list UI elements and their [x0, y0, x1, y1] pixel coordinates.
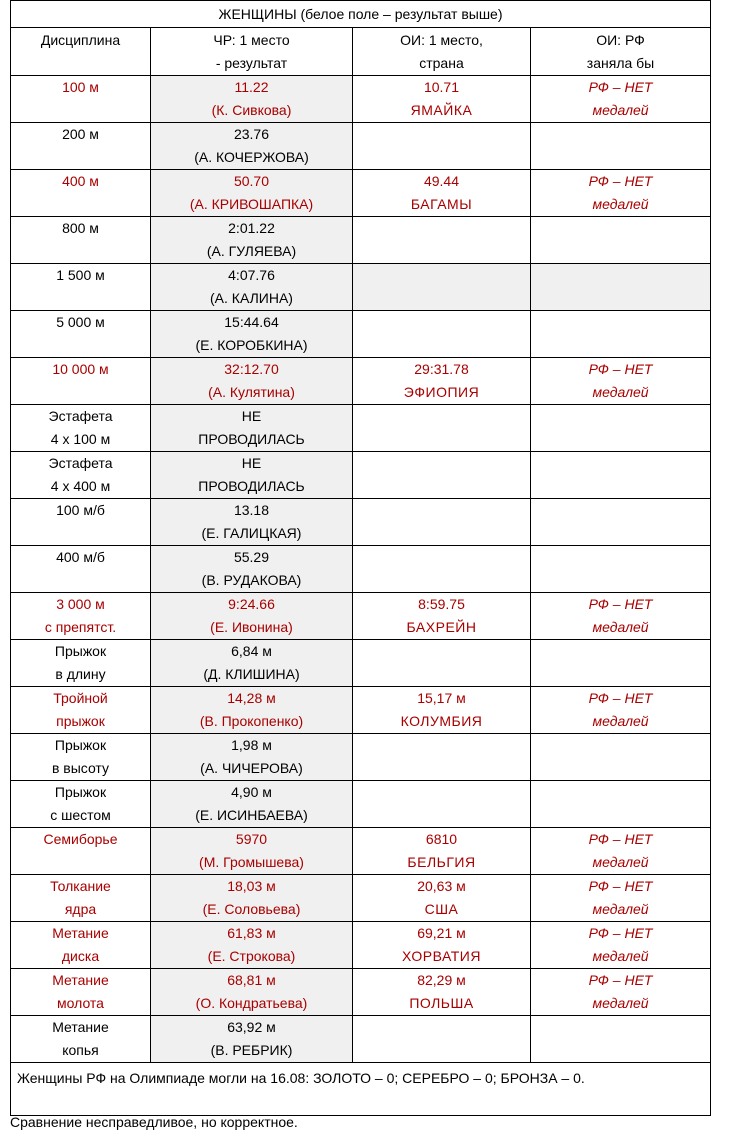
discipline-cell-line1: Прыжок — [54, 643, 107, 659]
oi-result-cell-line1 — [353, 546, 530, 569]
discipline-cell-line1: 800 м — [62, 220, 99, 236]
discipline-cell-line2: с препятст. — [44, 619, 117, 635]
rf-medal-cell-line2 — [531, 334, 710, 357]
discipline-cell-line2: с шестом — [50, 807, 111, 823]
rf-medal-cell-line2 — [531, 663, 710, 686]
table-row — [11, 405, 711, 452]
discipline-cell-line1: Прыжок — [54, 784, 107, 800]
oi-result-cell-line2: БЕЛЬГИЯ — [407, 854, 476, 870]
rf-medal-cell-line1 — [531, 1016, 710, 1039]
rf-medal-cell-line1: РФ – НЕТ — [588, 878, 653, 894]
table-body — [11, 1, 711, 1116]
rf-medal-cell-line1 — [531, 499, 710, 522]
header-oi — [353, 28, 531, 76]
oi-result-cell-line2: БАГАМЫ — [410, 196, 473, 212]
chr-result-cell — [151, 781, 353, 828]
oi-result-cell-line2 — [353, 428, 530, 451]
rf-medal-cell — [531, 734, 711, 781]
oi-result-cell-line2: США — [424, 901, 459, 917]
chr-result-cell-line1: НЕ — [241, 455, 262, 471]
rf-medal-cell — [531, 781, 711, 828]
oi-result-cell-line1 — [353, 217, 530, 240]
oi-result-cell-line1 — [353, 781, 530, 804]
chr-result-cell-line1: 1,98 м — [231, 737, 272, 753]
rf-medal-cell-line2: медалей — [592, 854, 649, 870]
chr-result-cell — [151, 452, 353, 499]
oi-result-cell-line2: КОЛУМБИЯ — [400, 713, 483, 729]
table-row — [11, 311, 711, 358]
chr-result-cell-line1: 61,83 м — [227, 925, 276, 941]
chr-result-cell — [151, 1016, 353, 1063]
discipline-cell — [11, 1016, 151, 1063]
rf-medal-cell-line2: медалей — [592, 384, 649, 400]
chr-result-cell-line1: 6,84 м — [231, 643, 272, 659]
discipline-cell — [11, 687, 151, 734]
chr-result-cell — [151, 969, 353, 1016]
rf-medal-cell-line2: медалей — [592, 901, 649, 917]
results-sheet — [10, 0, 710, 1116]
discipline-cell — [11, 734, 151, 781]
oi-result-cell — [353, 969, 531, 1016]
discipline-cell-line2 — [11, 569, 150, 592]
chr-result-cell-line2: (А. КРИВОШАПКА) — [189, 196, 314, 212]
oi-result-cell-line1: 20,63 м — [417, 878, 466, 894]
discipline-cell-line2 — [11, 193, 150, 216]
rf-medal-cell-line2: медалей — [592, 619, 649, 635]
rf-medal-cell-line1: РФ – НЕТ — [588, 173, 653, 189]
discipline-cell-line2: в длину — [55, 666, 106, 682]
rf-medal-cell — [531, 499, 711, 546]
rf-medal-cell — [531, 217, 711, 264]
oi-result-cell-line2 — [353, 240, 530, 263]
discipline-cell-line2: ядра — [64, 901, 97, 917]
oi-result-cell-line2: ХОРВАТИЯ — [402, 948, 481, 964]
table-row — [11, 640, 711, 687]
oi-result-cell — [353, 640, 531, 687]
chr-result-cell-line2: (Е. ИСИНБАЕВА) — [195, 807, 308, 823]
chr-result-cell-line2: (К. Сивкова) — [211, 102, 292, 118]
rf-medal-cell-line2 — [531, 1039, 710, 1062]
rf-medal-cell-line2: медалей — [592, 196, 649, 212]
chr-result-cell-line2: (Д. КЛИШИНА) — [203, 666, 300, 682]
discipline-cell-line2 — [11, 851, 150, 874]
discipline-cell-line2: 4 х 400 м — [50, 478, 111, 494]
chr-result-cell-line1: 4:07.76 — [228, 267, 275, 283]
discipline-cell — [11, 593, 151, 640]
rf-medal-cell-line1 — [531, 405, 710, 428]
chr-result-cell-line1: 2:01.22 — [228, 220, 275, 236]
header-oi-line1: ОИ: 1 место, — [400, 31, 483, 48]
discipline-cell-line1: Семиборье — [43, 831, 118, 847]
rf-medal-cell-line1 — [531, 264, 710, 287]
table-row — [11, 875, 711, 922]
oi-result-cell — [353, 499, 531, 546]
chr-result-cell-line1: 63,92 м — [227, 1019, 276, 1035]
discipline-cell — [11, 546, 151, 593]
discipline-cell-line1: Эстафета — [48, 455, 113, 471]
rf-medal-cell-line1: РФ – НЕТ — [588, 79, 653, 95]
discipline-cell — [11, 781, 151, 828]
oi-result-cell — [353, 734, 531, 781]
rf-medal-cell — [531, 828, 711, 875]
header-oi-line2: страна — [419, 54, 464, 71]
discipline-cell-line2 — [11, 522, 150, 545]
discipline-cell-line1: Толкание — [50, 878, 111, 894]
chr-result-cell — [151, 76, 353, 123]
oi-result-cell-line2 — [353, 522, 530, 545]
rf-medal-cell-line1 — [531, 640, 710, 663]
discipline-cell-line2 — [11, 99, 150, 122]
oi-result-cell-line2: ЯМАЙКА — [410, 102, 473, 118]
rf-medal-cell-line1 — [531, 734, 710, 757]
chr-result-cell-line2: ПРОВОДИЛАСЬ — [198, 478, 305, 494]
oi-result-cell-line2 — [353, 334, 530, 357]
chr-result-cell-line2: (А. КАЛИНА) — [210, 290, 293, 306]
discipline-cell-line2 — [11, 287, 150, 310]
chr-result-cell — [151, 358, 353, 405]
chr-result-cell-line1: 23.76 — [233, 126, 270, 142]
oi-result-cell-line1: 10.71 — [423, 79, 460, 95]
chr-result-cell-line2: (А. ЧИЧЕРОВА) — [200, 760, 303, 776]
oi-result-cell — [353, 76, 531, 123]
header-chr-line1: ЧР: 1 место — [213, 31, 290, 48]
rf-medal-cell-line2 — [531, 146, 710, 169]
discipline-cell-line1: Метание — [52, 972, 109, 988]
chr-result-cell-line1: 32:12.70 — [224, 361, 279, 377]
chr-result-cell — [151, 217, 353, 264]
chr-result-cell — [151, 264, 353, 311]
header-chr — [151, 28, 353, 76]
chr-result-cell-line1: НЕ — [241, 408, 262, 424]
rf-medal-cell-line2 — [531, 428, 710, 451]
table-row — [11, 687, 711, 734]
rf-medal-cell-line2 — [531, 475, 710, 498]
table-row — [11, 546, 711, 593]
oi-result-cell-line2 — [353, 287, 530, 310]
rf-medal-cell-line2 — [531, 240, 710, 263]
table-row — [11, 76, 711, 123]
chr-result-cell-line2: (В. Прокопенко) — [199, 713, 304, 729]
oi-result-cell — [353, 358, 531, 405]
oi-result-cell — [353, 593, 531, 640]
rf-medal-cell — [531, 264, 711, 311]
discipline-cell — [11, 640, 151, 687]
rf-medal-cell — [531, 1016, 711, 1063]
header-chr-line2: - результат — [215, 54, 288, 71]
oi-result-cell-line1: 15,17 м — [417, 690, 466, 706]
rf-medal-cell-line1: РФ – НЕТ — [588, 690, 653, 706]
table-row — [11, 922, 711, 969]
chr-result-cell — [151, 311, 353, 358]
discipline-cell — [11, 217, 151, 264]
discipline-cell-line1: Метание — [52, 1019, 109, 1035]
table-row — [11, 123, 711, 170]
rf-medal-cell-line1: РФ – НЕТ — [588, 596, 653, 612]
table-row — [11, 828, 711, 875]
discipline-cell-line1: Метание — [52, 925, 109, 941]
discipline-cell — [11, 452, 151, 499]
chr-result-cell-line2: (А. ГУЛЯЕВА) — [206, 243, 297, 259]
oi-result-cell — [353, 828, 531, 875]
discipline-cell — [11, 358, 151, 405]
oi-result-cell — [353, 217, 531, 264]
table-row — [11, 781, 711, 828]
discipline-cell — [11, 922, 151, 969]
rf-medal-cell — [531, 640, 711, 687]
table-footer-row — [11, 1063, 711, 1116]
oi-result-cell-line1 — [353, 405, 530, 428]
rf-medal-cell-line1 — [531, 781, 710, 804]
discipline-cell — [11, 264, 151, 311]
oi-result-cell-line2: ЭФИОПИЯ — [403, 384, 480, 400]
oi-result-cell — [353, 264, 531, 311]
discipline-cell-line1: 3 000 м — [56, 596, 105, 612]
oi-result-cell-line1 — [353, 452, 530, 475]
table-row — [11, 217, 711, 264]
header-discipline-text-2 — [11, 52, 150, 75]
discipline-cell-line1: Эстафета — [48, 408, 113, 424]
oi-result-cell-line2 — [353, 146, 530, 169]
chr-result-cell-line1: 68,81 м — [227, 972, 276, 988]
oi-result-cell-line2 — [353, 1039, 530, 1062]
table-row — [11, 1016, 711, 1063]
discipline-cell-line1: 1 500 м — [56, 267, 105, 283]
chr-result-cell — [151, 922, 353, 969]
table-row — [11, 593, 711, 640]
women-results-table — [10, 0, 711, 1116]
table-row — [11, 358, 711, 405]
rf-medal-cell — [531, 922, 711, 969]
chr-result-cell-line2: (Е. ГАЛИЦКАЯ) — [201, 525, 302, 541]
rf-medal-cell — [531, 76, 711, 123]
rf-medal-cell-line1 — [531, 217, 710, 240]
chr-result-cell-line2: (Е. Строкова) — [207, 948, 296, 964]
header-rf-line1: ОИ: РФ — [596, 31, 645, 48]
chr-result-cell-line1: 11.22 — [234, 79, 269, 95]
oi-result-cell — [353, 687, 531, 734]
oi-result-cell-line1: 82,29 м — [417, 972, 466, 988]
discipline-cell — [11, 123, 151, 170]
oi-result-cell-line2 — [353, 663, 530, 686]
rf-medal-cell-line1: РФ – НЕТ — [588, 925, 653, 941]
discipline-cell-line1: 200 м — [62, 126, 99, 142]
rf-medal-cell-line1: РФ – НЕТ — [588, 361, 653, 377]
oi-result-cell-line1: 49.44 — [423, 173, 460, 189]
table-footer-summary: Женщины РФ на Олимпиаде могли на 16.08: ЗОЛОТО – 0; СЕРЕБРО – 0; БРОНЗА – 0. — [11, 1063, 711, 1116]
oi-result-cell-line1: 29:31.78 — [414, 361, 469, 377]
rf-medal-cell-line1 — [531, 311, 710, 334]
rf-medal-cell — [531, 170, 711, 217]
chr-result-cell-line1: 15:44.64 — [224, 314, 279, 330]
discipline-cell — [11, 499, 151, 546]
table-row — [11, 452, 711, 499]
rf-medal-cell-line1 — [531, 546, 710, 569]
discipline-cell-line2: копья — [62, 1042, 99, 1058]
discipline-cell-line2 — [11, 381, 150, 404]
oi-result-cell-line1 — [353, 499, 530, 522]
discipline-cell-line1: 100 м — [62, 79, 99, 95]
chr-result-cell-line1: 55.29 — [233, 549, 270, 565]
chr-result-cell — [151, 828, 353, 875]
oi-result-cell-line1 — [353, 264, 530, 287]
discipline-cell-line2 — [11, 146, 150, 169]
rf-medal-cell — [531, 123, 711, 170]
rf-medal-cell — [531, 452, 711, 499]
rf-medal-cell-line2 — [531, 569, 710, 592]
oi-result-cell-line1 — [353, 734, 530, 757]
discipline-cell-line2: прыжок — [56, 713, 105, 729]
oi-result-cell-line1: 6810 — [425, 831, 458, 847]
chr-result-cell — [151, 499, 353, 546]
chr-result-cell — [151, 123, 353, 170]
rf-medal-cell — [531, 405, 711, 452]
chr-result-cell — [151, 640, 353, 687]
table-row — [11, 264, 711, 311]
discipline-cell — [11, 76, 151, 123]
oi-result-cell-line2: ПОЛЬША — [409, 995, 474, 1011]
oi-result-cell-line2 — [353, 569, 530, 592]
discipline-cell — [11, 875, 151, 922]
discipline-cell — [11, 969, 151, 1016]
table-row — [11, 734, 711, 781]
chr-result-cell-line1: 9:24.66 — [228, 596, 275, 612]
chr-result-cell-line2: (Е. Соловьева) — [202, 901, 301, 917]
oi-result-cell-line1 — [353, 311, 530, 334]
rf-medal-cell-line2 — [531, 757, 710, 780]
chr-result-cell-line2: (А. КОЧЕРЖОВА) — [194, 149, 309, 165]
header-discipline-text: Дисциплина — [40, 31, 121, 48]
oi-result-cell-line1 — [353, 640, 530, 663]
rf-medal-cell-line2: медалей — [592, 948, 649, 964]
oi-result-cell — [353, 781, 531, 828]
oi-result-cell — [353, 452, 531, 499]
oi-result-cell — [353, 311, 531, 358]
oi-result-cell — [353, 875, 531, 922]
table-title: ЖЕНЩИНЫ (белое поле – результат выше) — [11, 1, 711, 28]
oi-result-cell — [353, 405, 531, 452]
oi-result-cell-line2 — [353, 475, 530, 498]
rf-medal-cell-line1 — [531, 123, 710, 146]
rf-medal-cell-line1 — [531, 452, 710, 475]
header-rf — [531, 28, 711, 76]
oi-result-cell — [353, 170, 531, 217]
rf-medal-cell-line2 — [531, 287, 710, 310]
rf-medal-cell — [531, 969, 711, 1016]
table-row — [11, 170, 711, 217]
rf-medal-cell — [531, 311, 711, 358]
rf-medal-cell-line1: РФ – НЕТ — [588, 831, 653, 847]
rf-medal-cell — [531, 875, 711, 922]
discipline-cell-line1: 5 000 м — [56, 314, 105, 330]
discipline-cell-line2: молота — [57, 995, 104, 1011]
discipline-cell-line1: 400 м — [62, 173, 99, 189]
table-header-row — [11, 28, 711, 76]
chr-result-cell — [151, 546, 353, 593]
discipline-cell-line1: 100 м/б — [56, 502, 105, 518]
chr-result-cell-line2: (В. РЕБРИК) — [210, 1042, 293, 1058]
discipline-cell — [11, 828, 151, 875]
oi-result-cell-line2 — [353, 757, 530, 780]
chr-result-cell-line1: 50.70 — [233, 173, 270, 189]
oi-result-cell — [353, 546, 531, 593]
chr-result-cell-line2: ПРОВОДИЛАСЬ — [198, 431, 305, 447]
oi-result-cell — [353, 1016, 531, 1063]
discipline-cell-line1: 10 000 м — [52, 361, 109, 377]
discipline-cell-line1: Прыжок — [54, 737, 107, 753]
chr-result-cell-line2: (В. РУДАКОВА) — [201, 572, 302, 588]
rf-medal-cell-line2: медалей — [592, 995, 649, 1011]
chr-result-cell-line1: 18,03 м — [227, 878, 276, 894]
rf-medal-cell-line1: РФ – НЕТ — [588, 972, 653, 988]
rf-medal-cell-line2: медалей — [592, 713, 649, 729]
oi-result-cell-line1 — [353, 123, 530, 146]
discipline-cell-line2: диска — [61, 948, 100, 964]
chr-result-cell-line1: 14,28 м — [227, 690, 276, 706]
discipline-cell — [11, 311, 151, 358]
oi-result-cell-line2 — [353, 804, 530, 827]
discipline-cell — [11, 405, 151, 452]
chr-result-cell — [151, 687, 353, 734]
chr-result-cell-line2: (О. Кондратьева) — [195, 995, 308, 1011]
rf-medal-cell-line2 — [531, 522, 710, 545]
chr-result-cell-line2: (М. Громышева) — [199, 854, 304, 870]
chr-result-cell-line2: (А. Кулятина) — [208, 384, 295, 400]
chr-result-cell-line1: 4,90 м — [231, 784, 272, 800]
oi-result-cell — [353, 123, 531, 170]
table-row — [11, 969, 711, 1016]
discipline-cell — [11, 170, 151, 217]
footnote: Сравнение несправедливое, но корректное. — [10, 1114, 298, 1130]
chr-result-cell — [151, 734, 353, 781]
chr-result-cell-line2: (Е. Ивонина) — [210, 619, 293, 635]
discipline-cell-line2: 4 х 100 м — [50, 431, 111, 447]
rf-medal-cell-line2: медалей — [592, 102, 649, 118]
discipline-cell-line1: Тройной — [53, 690, 108, 706]
table-row — [11, 499, 711, 546]
chr-result-cell-line1: 5970 — [235, 831, 268, 847]
discipline-cell-line1: 400 м/б — [56, 549, 105, 565]
discipline-cell-line2 — [11, 240, 150, 263]
chr-result-cell — [151, 405, 353, 452]
rf-medal-cell — [531, 358, 711, 405]
rf-medal-cell — [531, 546, 711, 593]
discipline-cell-line2: в высоту — [51, 760, 110, 776]
oi-result-cell — [353, 922, 531, 969]
chr-result-cell — [151, 875, 353, 922]
header-rf-line2: заняла бы — [586, 54, 655, 71]
rf-medal-cell — [531, 593, 711, 640]
rf-medal-cell — [531, 687, 711, 734]
chr-result-cell-line2: (Е. КОРОБКИНА) — [195, 337, 308, 353]
oi-result-cell-line1: 69,21 м — [417, 925, 466, 941]
rf-medal-cell-line2 — [531, 804, 710, 827]
table-title-row — [11, 1, 711, 28]
header-discipline — [11, 28, 151, 76]
oi-result-cell-line2: БАХРЕЙН — [406, 619, 477, 635]
chr-result-cell-line1: 13.18 — [233, 502, 270, 518]
chr-result-cell — [151, 170, 353, 217]
oi-result-cell-line1 — [353, 1016, 530, 1039]
chr-result-cell — [151, 593, 353, 640]
discipline-cell-line2 — [11, 334, 150, 357]
oi-result-cell-line1: 8:59.75 — [418, 596, 465, 612]
